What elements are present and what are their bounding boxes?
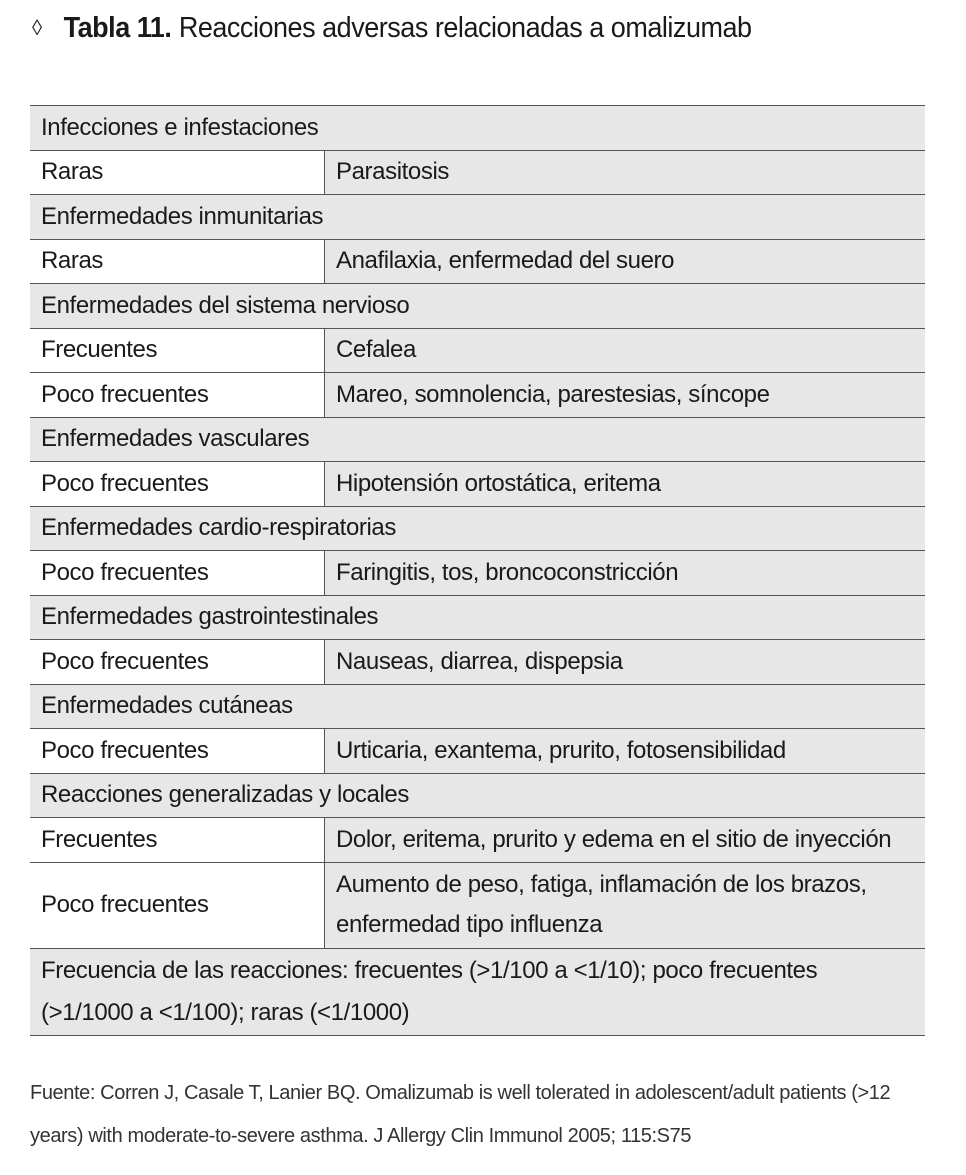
category-cell: Enfermedades del sistema nervioso: [41, 291, 410, 319]
frequency-cell: Poco frecuentes: [41, 736, 209, 764]
category-row: [30, 685, 925, 730]
source-citation: Fuente: Corren J, Casale T, Lanier BQ. Omalizumab is well tolerated in adolescent/adult patients (>12 years) with moderate-to-severe asthma. J Allergy Clin Immunol 2005; 115:S75: [30, 1082, 891, 1147]
category-cell: Infecciones e infestaciones: [41, 113, 319, 141]
table-row: [30, 818, 925, 863]
frequency-cell: Poco frecuentes: [41, 891, 209, 918]
effects-cell: Dolor, eritema, prurito y edema en el sitio de inyección: [324, 818, 925, 862]
category-row: [30, 284, 925, 329]
category-row: [30, 106, 925, 151]
frequency-cell: Frecuentes: [41, 336, 158, 364]
table-number-label: Tabla 11.: [63, 11, 172, 44]
adverse-reactions-table: [30, 105, 925, 1036]
effects-cell: Aumento de peso, fatiga, inflamación de los brazos, enfermedad tipo influenza: [324, 863, 925, 948]
diamond-bullet-icon: ◊: [32, 15, 42, 40]
category-row: [30, 596, 925, 641]
category-row: [30, 774, 925, 819]
frequency-cell: Frecuentes: [41, 825, 158, 853]
effects-cell: Nauseas, diarrea, dispepsia: [324, 640, 925, 684]
effects-cell: Faringitis, tos, broncoconstricción: [324, 551, 925, 595]
frequency-cell: Poco frecuentes: [41, 380, 209, 408]
category-cell: Reacciones generalizadas y locales: [41, 781, 409, 809]
frequency-note-row: [30, 949, 925, 1035]
table-title: [32, 6, 752, 50]
category-row: [30, 507, 925, 552]
table-row: [30, 729, 925, 774]
effects-cell: Hipotensión ortostática, eritema: [324, 462, 925, 506]
effects-cell: Cefalea: [324, 329, 925, 373]
table-row: [30, 329, 925, 374]
table-title-text: Reacciones adversas relacionadas a omalizumab: [178, 11, 752, 44]
category-row: [30, 418, 925, 463]
effects-cell: Anafilaxia, enfermedad del suero: [324, 240, 925, 284]
frequency-cell: Poco frecuentes: [41, 469, 209, 497]
frequency-cell: Raras: [41, 247, 104, 275]
category-cell: Enfermedades cardio-respiratorias: [41, 514, 396, 542]
effects-cell: Parasitosis: [324, 151, 925, 195]
table-row: [30, 240, 925, 285]
frequency-cell: Poco frecuentes: [41, 647, 209, 675]
frequency-cell: Poco frecuentes: [41, 558, 209, 586]
table-row: [30, 151, 925, 196]
category-row: [30, 195, 925, 240]
table-row: [30, 373, 925, 418]
table-row: [30, 551, 925, 596]
frequency-cell: Raras: [41, 158, 104, 186]
table-row: [30, 462, 925, 507]
category-cell: Enfermedades gastrointestinales: [41, 603, 379, 631]
frequency-note: Frecuencia de las reacciones: frecuentes (>1/100 a <1/10); poco frecuentes (>1/1000 a <1/100); raras (<1/1000): [41, 956, 818, 1026]
category-cell: Enfermedades cutáneas: [41, 692, 293, 720]
effects-cell: Mareo, somnolencia, parestesias, síncope: [324, 373, 925, 417]
table-row: [30, 640, 925, 685]
effects-cell: Urticaria, exantema, prurito, fotosensibilidad: [324, 729, 925, 773]
category-cell: Enfermedades vasculares: [41, 425, 310, 453]
category-cell: Enfermedades inmunitarias: [41, 202, 324, 230]
table-row: [30, 863, 925, 949]
